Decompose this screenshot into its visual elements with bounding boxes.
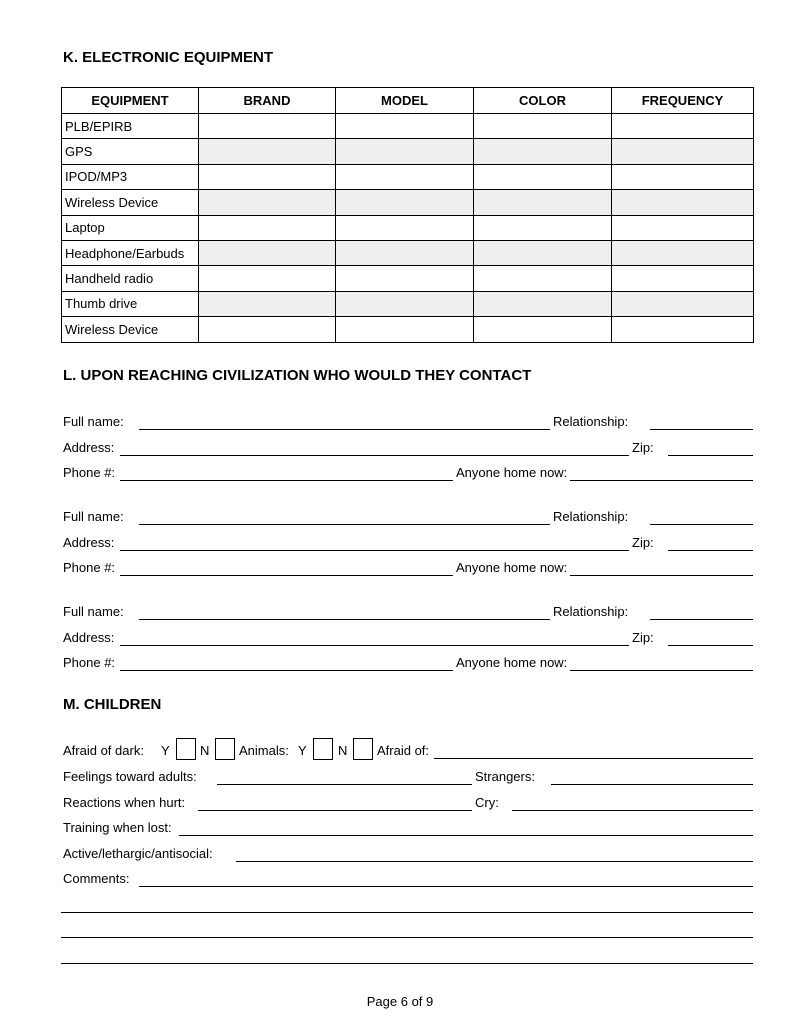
header-equipment: EQUIPMENT bbox=[62, 88, 199, 114]
header-color: COLOR bbox=[474, 88, 612, 114]
table-row bbox=[62, 317, 754, 342]
strangers-label: Strangers: bbox=[475, 769, 535, 784]
section-l-title: L. UPON REACHING CIVILIZATION WHO WOULD THEY CONTACT bbox=[63, 367, 532, 384]
table-row bbox=[62, 291, 754, 316]
animals-label: Animals: bbox=[239, 743, 289, 758]
afraid-of-dark-label: Afraid of dark: bbox=[63, 743, 144, 758]
relationship-label: Relationship: bbox=[553, 509, 629, 524]
frequency-cell[interactable] bbox=[612, 240, 754, 265]
equipment-name: IPOD/MP3 bbox=[62, 164, 199, 189]
brand-cell[interactable] bbox=[199, 291, 336, 316]
brand-cell[interactable] bbox=[199, 190, 336, 215]
cry-field[interactable] bbox=[512, 810, 753, 811]
color-cell[interactable] bbox=[474, 291, 612, 316]
table-row bbox=[62, 266, 754, 291]
dark-no-checkbox[interactable] bbox=[215, 738, 235, 760]
comments-line[interactable] bbox=[61, 937, 753, 938]
phone-field[interactable] bbox=[120, 480, 453, 481]
frequency-cell[interactable] bbox=[612, 317, 754, 342]
anyone-home-field[interactable] bbox=[570, 670, 753, 671]
header-frequency: FREQUENCY bbox=[612, 88, 754, 114]
section-k-title: K. ELECTRONIC EQUIPMENT bbox=[63, 49, 274, 66]
animals-no-checkbox[interactable] bbox=[353, 738, 373, 760]
table-row bbox=[62, 215, 754, 240]
color-cell[interactable] bbox=[474, 190, 612, 215]
brand-cell[interactable] bbox=[199, 114, 336, 139]
feelings-label: Feelings toward adults: bbox=[63, 769, 197, 784]
brand-cell[interactable] bbox=[199, 266, 336, 291]
relationship-field[interactable] bbox=[650, 619, 753, 620]
color-cell[interactable] bbox=[474, 164, 612, 189]
relationship-field[interactable] bbox=[650, 524, 753, 525]
relationship-label: Relationship: bbox=[553, 604, 629, 619]
anyone-home-label: Anyone home now: bbox=[456, 465, 568, 480]
brand-cell[interactable] bbox=[199, 215, 336, 240]
phone-label: Phone #: bbox=[63, 560, 116, 575]
equipment-name: PLB/EPIRB bbox=[62, 114, 199, 139]
brand-cell[interactable] bbox=[199, 240, 336, 265]
anyone-home-label: Anyone home now: bbox=[456, 560, 568, 575]
frequency-cell[interactable] bbox=[612, 266, 754, 291]
equipment-name: Headphone/Earbuds bbox=[62, 240, 199, 265]
color-cell[interactable] bbox=[474, 317, 612, 342]
section-m-title: M. CHILDREN bbox=[63, 696, 162, 713]
address-field[interactable] bbox=[120, 645, 629, 646]
equipment-name: Wireless Device bbox=[62, 317, 199, 342]
frequency-cell[interactable] bbox=[612, 190, 754, 215]
comments-line[interactable] bbox=[61, 912, 753, 913]
equipment-name: Handheld radio bbox=[62, 266, 199, 291]
phone-field[interactable] bbox=[120, 670, 453, 671]
full-name-label: Full name: bbox=[63, 604, 124, 619]
comments-line[interactable] bbox=[61, 963, 753, 964]
model-cell[interactable] bbox=[336, 164, 474, 189]
equipment-table bbox=[61, 87, 754, 343]
zip-field[interactable] bbox=[668, 550, 753, 551]
equipment-name: Laptop bbox=[62, 215, 199, 240]
animals-yes-checkbox[interactable] bbox=[313, 738, 333, 760]
comments-label: Comments: bbox=[63, 871, 130, 886]
equipment-name: GPS bbox=[62, 139, 199, 164]
relationship-label: Relationship: bbox=[553, 414, 629, 429]
color-cell[interactable] bbox=[474, 215, 612, 240]
model-cell[interactable] bbox=[336, 240, 474, 265]
model-cell[interactable] bbox=[336, 291, 474, 316]
feelings-field[interactable] bbox=[217, 784, 472, 785]
comments-field[interactable] bbox=[139, 886, 753, 887]
full-name-field[interactable] bbox=[139, 619, 550, 620]
relationship-field[interactable] bbox=[650, 429, 753, 430]
equipment-name: Thumb drive bbox=[62, 291, 199, 316]
model-cell[interactable] bbox=[336, 190, 474, 215]
frequency-cell[interactable] bbox=[612, 114, 754, 139]
phone-field[interactable] bbox=[120, 575, 453, 576]
zip-label: Zip: bbox=[632, 440, 654, 455]
active-label: Active/lethargic/antisocial: bbox=[63, 846, 213, 861]
header-model: MODEL bbox=[336, 88, 474, 114]
zip-label: Zip: bbox=[632, 535, 654, 550]
color-cell[interactable] bbox=[474, 240, 612, 265]
cry-label: Cry: bbox=[475, 795, 499, 810]
brand-cell[interactable] bbox=[199, 139, 336, 164]
address-label: Address: bbox=[63, 535, 115, 550]
model-cell[interactable] bbox=[336, 139, 474, 164]
color-cell[interactable] bbox=[474, 139, 612, 164]
training-field[interactable] bbox=[179, 835, 753, 836]
address-field[interactable] bbox=[120, 550, 629, 551]
strangers-field[interactable] bbox=[551, 784, 753, 785]
table-row bbox=[62, 114, 754, 139]
address-field[interactable] bbox=[120, 455, 629, 456]
color-cell[interactable] bbox=[474, 266, 612, 291]
brand-cell[interactable] bbox=[199, 317, 336, 342]
page-number: Page 6 of 9 bbox=[366, 994, 434, 1009]
animals-no-label: N bbox=[338, 743, 348, 758]
color-cell[interactable] bbox=[474, 114, 612, 139]
equipment-name: Wireless Device bbox=[62, 190, 199, 215]
phone-label: Phone #: bbox=[63, 655, 116, 670]
full-name-label: Full name: bbox=[63, 509, 124, 524]
table-row bbox=[62, 190, 754, 215]
address-label: Address: bbox=[63, 630, 115, 645]
model-cell[interactable] bbox=[336, 215, 474, 240]
full-name-field[interactable] bbox=[139, 524, 550, 525]
model-cell[interactable] bbox=[336, 114, 474, 139]
header-brand: BRAND bbox=[199, 88, 336, 114]
phone-label: Phone #: bbox=[63, 465, 116, 480]
afraid-of-label: Afraid of: bbox=[377, 743, 430, 758]
zip-label: Zip: bbox=[632, 630, 654, 645]
dark-no-label: N bbox=[200, 743, 210, 758]
table-row bbox=[62, 240, 754, 265]
zip-field[interactable] bbox=[668, 645, 753, 646]
anyone-home-label: Anyone home now: bbox=[456, 655, 568, 670]
table-row bbox=[62, 164, 754, 189]
model-cell[interactable] bbox=[336, 317, 474, 342]
table-row bbox=[62, 139, 754, 164]
brand-cell[interactable] bbox=[199, 164, 336, 189]
frequency-cell[interactable] bbox=[612, 291, 754, 316]
reactions-label: Reactions when hurt: bbox=[63, 795, 186, 810]
anyone-home-field[interactable] bbox=[570, 575, 753, 576]
frequency-cell[interactable] bbox=[612, 215, 754, 240]
dark-yes-checkbox[interactable] bbox=[176, 738, 196, 760]
reactions-field[interactable] bbox=[198, 810, 472, 811]
dark-yes-label: Y bbox=[161, 743, 170, 758]
frequency-cell[interactable] bbox=[612, 164, 754, 189]
anyone-home-field[interactable] bbox=[570, 480, 753, 481]
zip-field[interactable] bbox=[668, 455, 753, 456]
full-name-field[interactable] bbox=[139, 429, 550, 430]
frequency-cell[interactable] bbox=[612, 139, 754, 164]
equipment-header-row bbox=[62, 88, 754, 114]
model-cell[interactable] bbox=[336, 266, 474, 291]
active-field[interactable] bbox=[236, 861, 753, 862]
training-label: Training when lost: bbox=[63, 820, 172, 835]
full-name-label: Full name: bbox=[63, 414, 124, 429]
afraid-of-field[interactable] bbox=[434, 758, 753, 759]
animals-yes-label: Y bbox=[298, 743, 307, 758]
address-label: Address: bbox=[63, 440, 115, 455]
